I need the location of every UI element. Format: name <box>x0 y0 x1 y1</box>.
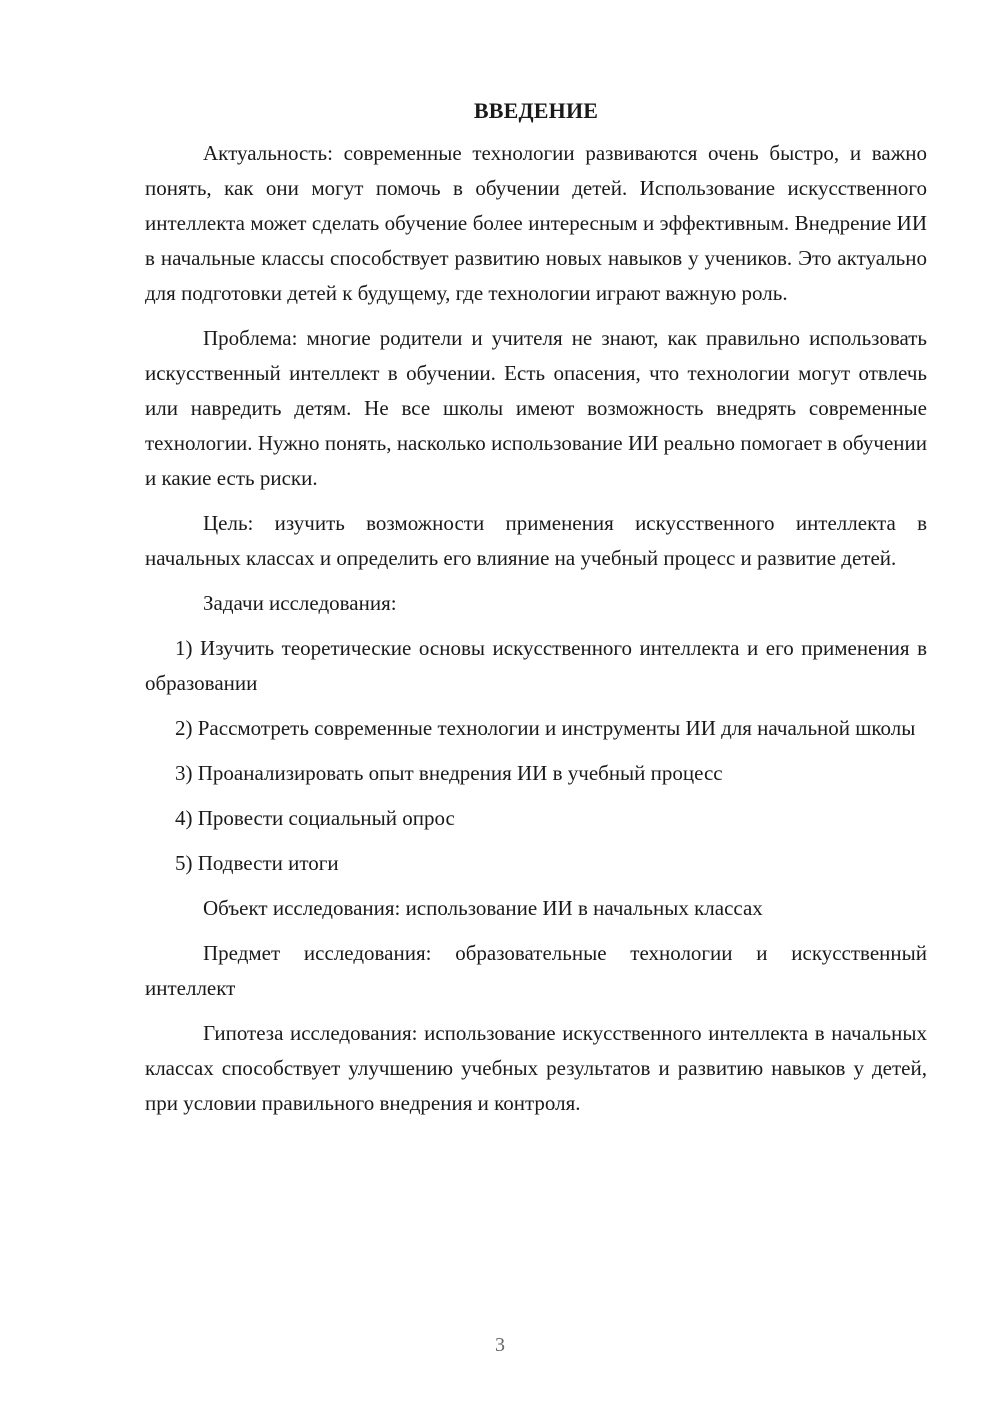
task-item: 4) Провести социальный опрос <box>175 806 455 830</box>
page-title: ВВЕДЕНИЕ <box>473 98 599 123</box>
page-number: 3 <box>495 1334 505 1356</box>
task-item: 3) Проанализировать опыт внедрения ИИ в учебный процесс <box>175 761 723 785</box>
goal-paragraph: Цель: изучить возможности применения искусственного интеллекта в начальных классах и определить его влияние на учебный процесс и развитие детей. <box>145 511 927 570</box>
relevance-paragraph: Актуальность: современные технологии развиваются очень быстро, и важно понять, как они могут помочь в обучении детей. Использование искусственного интеллекта может сделать обучение более интересным и эффективным. Внедрение ИИ в начальные классы способствует развитию новых навыков у учеников. Это актуально для подготовки детей к будущему, где технологии играют важную роль. <box>145 141 927 305</box>
task-item: 2) Рассмотреть современные технологии и инструменты ИИ для начальной школы <box>175 716 916 740</box>
task-item: 5) Подвести итоги <box>175 851 339 875</box>
task-item: 1) Изучить теоретические основы искусственного интеллекта и его применения в образовании <box>145 636 927 695</box>
problem-paragraph: Проблема: многие родители и учителя не знают, как правильно использовать искусственный интеллект в обучении. Есть опасения, что технологии могут отвлечь или навредить детям. Не все школы имеют возможность внедрять современные технологии. Нужно понять, насколько использование ИИ реально помогает в обучении и какие есть риски. <box>145 326 927 490</box>
tasks-title: Задачи исследования: <box>203 591 397 615</box>
hypothesis-paragraph: Гипотеза исследования: использование искусственного интеллекта в начальных классах способствует улучшению учебных результатов и развитию навыков у детей, при условии правильного внедрения и контроля. <box>145 1021 927 1115</box>
subject-paragraph: Предмет исследования: образовательные технологии и искусственный интеллект <box>145 941 927 1000</box>
object-paragraph: Объект исследования: использование ИИ в начальных классах <box>203 896 763 920</box>
document-page <box>145 96 927 1356</box>
